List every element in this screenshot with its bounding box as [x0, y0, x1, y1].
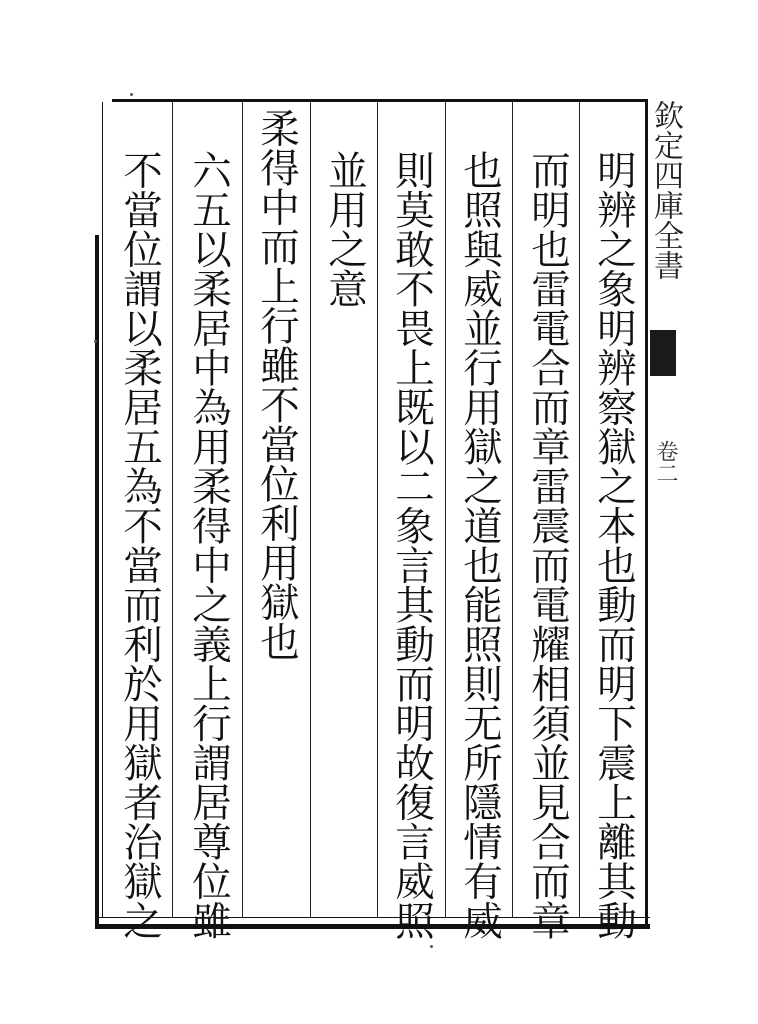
- column-divider: [377, 102, 378, 917]
- ink-speck: [430, 945, 433, 948]
- column-divider: [242, 102, 243, 917]
- text-column-6: 柔得中而上行雖不當位利用獄也: [254, 108, 300, 661]
- ink-speck: [130, 93, 133, 96]
- ink-speck: [94, 340, 97, 343]
- text-column-7: 六五以柔居中為用柔得中之義上行謂居尊位雖: [186, 150, 232, 940]
- text-column-4: 則莫敢不畏上既以二象言其動而明故復言威照: [389, 150, 435, 940]
- column-divider: [512, 102, 513, 917]
- volume-label: 卷二: [653, 440, 678, 484]
- column-divider: [579, 102, 580, 917]
- frame-top-rule: [112, 99, 646, 102]
- column-divider: [445, 102, 446, 917]
- frame-left-thin-rule: [102, 102, 103, 918]
- frame-left-rule: [95, 235, 99, 928]
- text-column-3: 也照與威並行用獄之道也能照則无所隱情有威: [457, 150, 503, 940]
- text-column-1: 明辨之象明辨察獄之本也動而明下震上離其動: [591, 150, 637, 940]
- column-divider: [310, 102, 311, 917]
- ink-block: [650, 330, 676, 376]
- text-column-5: 並用之意: [322, 150, 368, 308]
- column-divider: [172, 102, 173, 917]
- book-title-margin: 欽定四庫全書: [648, 100, 683, 280]
- text-column-8: 不當位謂以柔居五為不當而利於用獄者治獄之: [117, 150, 163, 940]
- text-column-2: 而明也雷電合而章雷震而電耀相須並見合而章: [525, 150, 571, 940]
